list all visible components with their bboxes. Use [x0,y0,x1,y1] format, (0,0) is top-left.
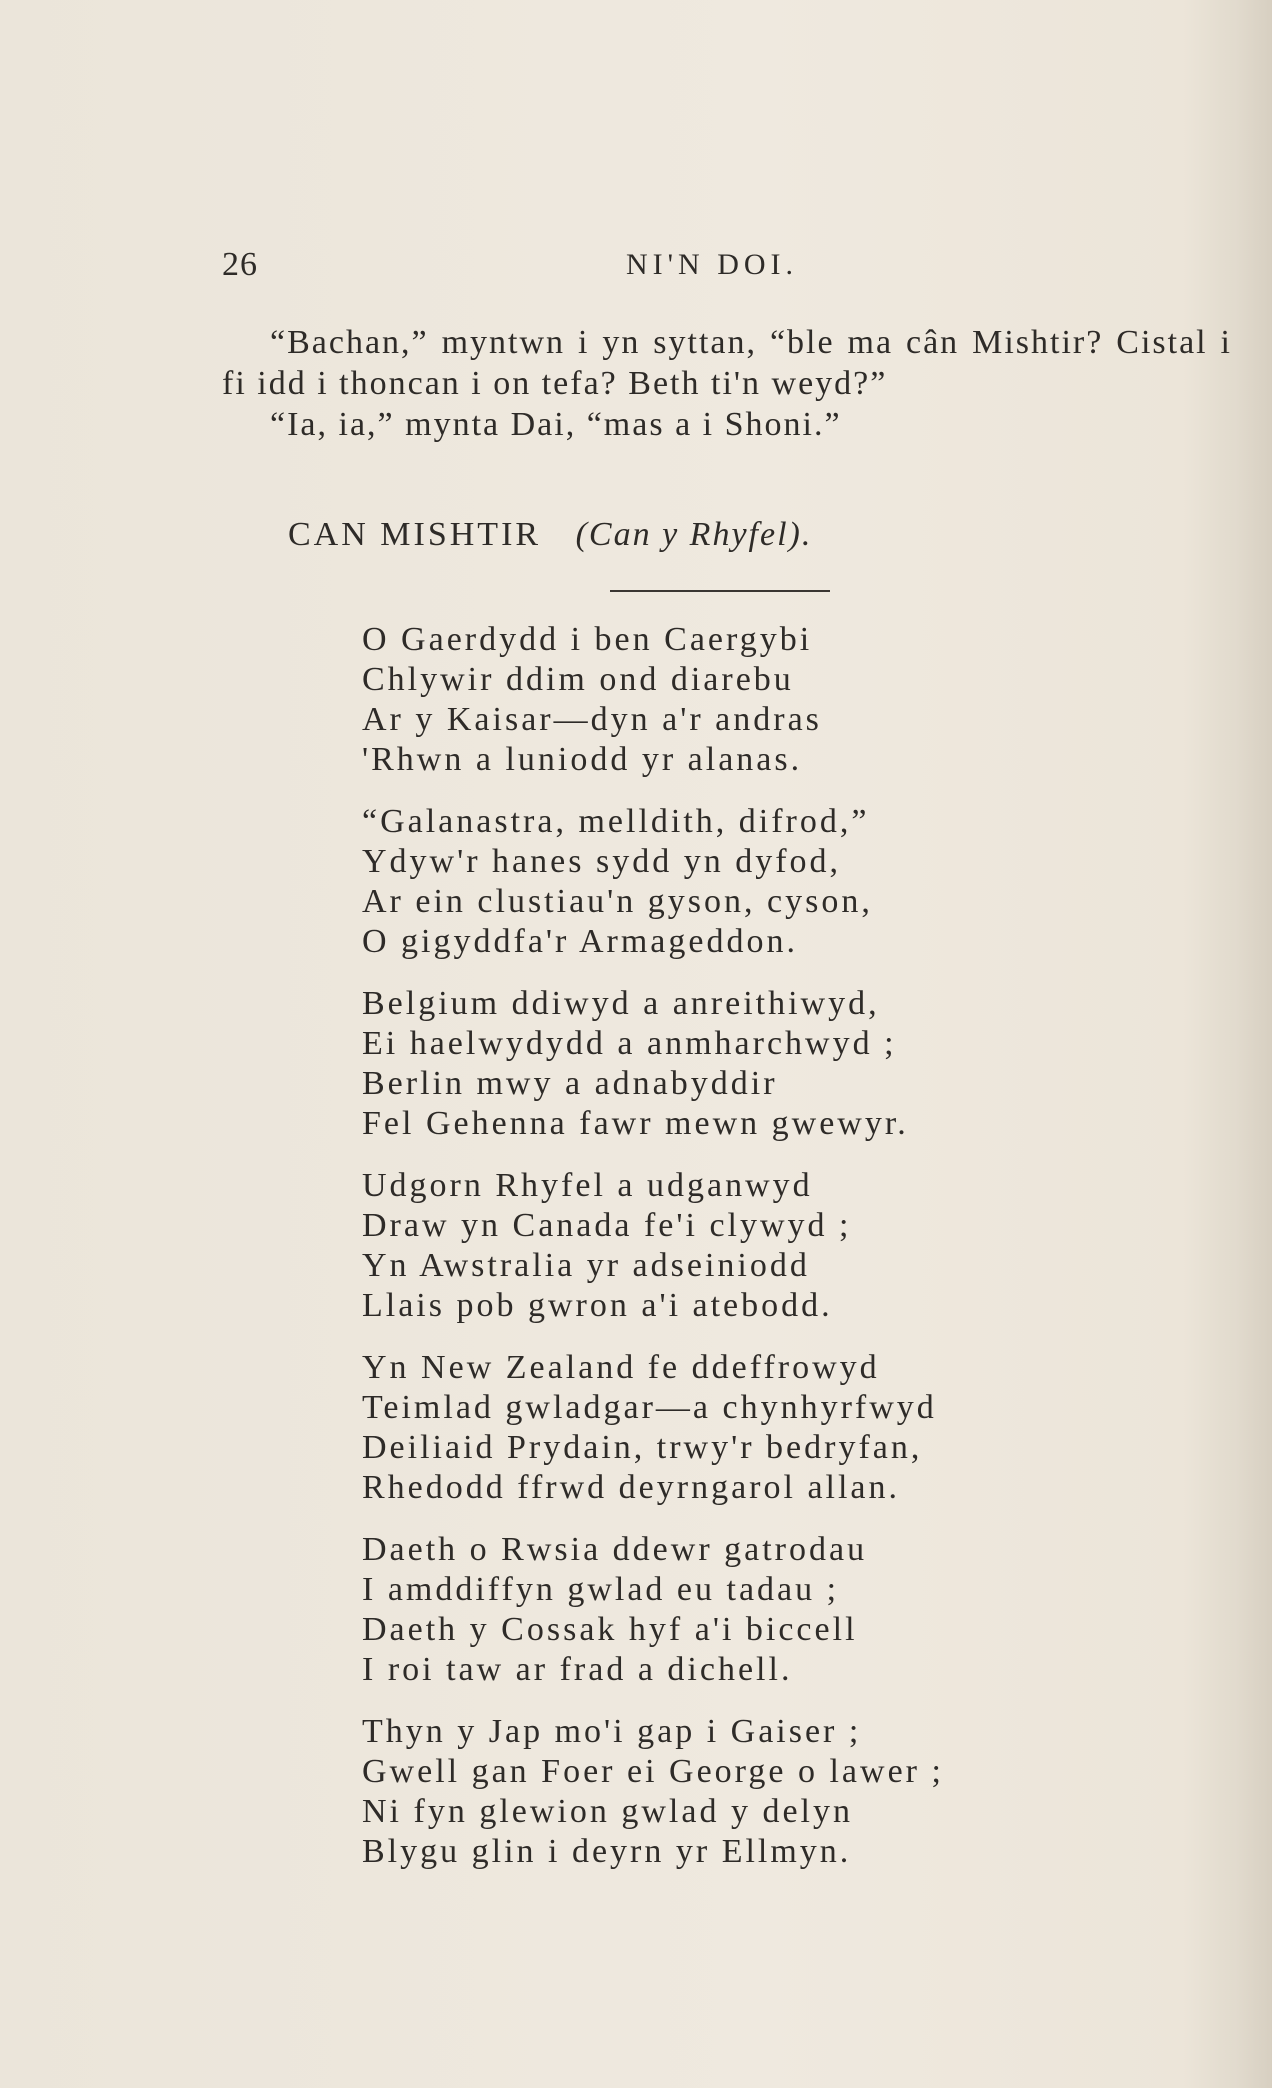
stanza [362,1166,1222,1326]
stanza [362,984,1222,1144]
poem-line: Fel Gehenna fawr mewn gwewyr. [362,1105,909,1142]
stanza [362,1712,1222,1872]
page-number: 26 [222,246,258,283]
poem-line: Udgorn Rhyfel a udganwyd [362,1167,813,1204]
poem-line: Teimlad gwladgar—a chynhyrfwyd [362,1389,937,1426]
page-edge [1235,0,1272,2088]
poem-line: Thyn y Jap mo'i gap i Gaiser ; [362,1713,862,1750]
poem-line: Deiliaid Prydain, trwy'r bedryfan, [362,1429,923,1466]
stanza [362,620,1222,780]
poem-line: Blygu glin i deyrn yr Ellmyn. [362,1833,852,1870]
running-head: NI'N DOI. [626,248,799,281]
poem-line: Daeth y Cossak hyf a'i biccell [362,1611,858,1648]
song-title: CAN MISHTIR [288,516,542,553]
poem-line: Belgium ddiwyd a anreithiwyd, [362,985,880,1022]
page-header [222,246,1222,292]
poem-line: Yn New Zealand fe ddeffrowyd [362,1349,880,1386]
poem-line: 'Rhwn a luniodd yr alanas. [362,741,803,778]
song-heading [288,516,812,554]
poem-line: Yn Awstralia yr adseiniodd [362,1247,810,1284]
poem-line: I roi taw ar frad a dichell. [362,1651,793,1688]
stanza [362,802,1222,962]
poem-line: “Galanastra, melldith, difrod,” [362,803,870,840]
poem-line: I amddiffyn gwlad eu tadau ; [362,1571,840,1608]
poem-line: Rhedodd ffrwd deyrngarol allan. [362,1469,901,1506]
poem-line: Berlin mwy a adnabyddir [362,1065,778,1102]
poem-line: Ei haelwydydd a anmharchwyd ; [362,1025,897,1062]
poem-line: Ar y Kaisar—dyn a'r andras [362,701,822,738]
stanza [362,1348,1222,1508]
poem-line: Daeth o Rwsia ddewr gatrodau [362,1531,868,1568]
poem-line: O Gaerdydd i ben Caergybi [362,621,813,658]
stanza [362,1530,1222,1690]
prose-paragraph: “Bachan,” myntwn i yn syttan, “ble ma cân Mishtir? Cistal i fi idd i thoncan i on tefa? Beth ti'n weyd?” [222,324,1232,402]
poem-line: Llais pob gwron a'i atebodd. [362,1287,833,1324]
prose-block [222,322,1232,445]
poem-line: Draw yn Canada fe'i clywyd ; [362,1207,852,1244]
poem-line: Ar ein clustiau'n gyson, cyson, [362,883,873,920]
song-subtitle: (Can y Rhyfel). [575,516,813,553]
section-divider [610,590,830,592]
poem-line: Ni fyn glewion gwlad y delyn [362,1793,853,1830]
poem-line: Chlywir ddim ond diarebu [362,661,794,698]
poem-line: O gigyddfa'r Armageddon. [362,923,798,960]
prose-paragraph: “Ia, ia,” mynta Dai, “mas a i Shoni.” [270,406,842,443]
poem-line: Ydyw'r hanes sydd yn dyfod, [362,843,842,880]
poem [362,620,1222,1894]
poem-line: Gwell gan Foer ei George o lawer ; [362,1753,944,1790]
